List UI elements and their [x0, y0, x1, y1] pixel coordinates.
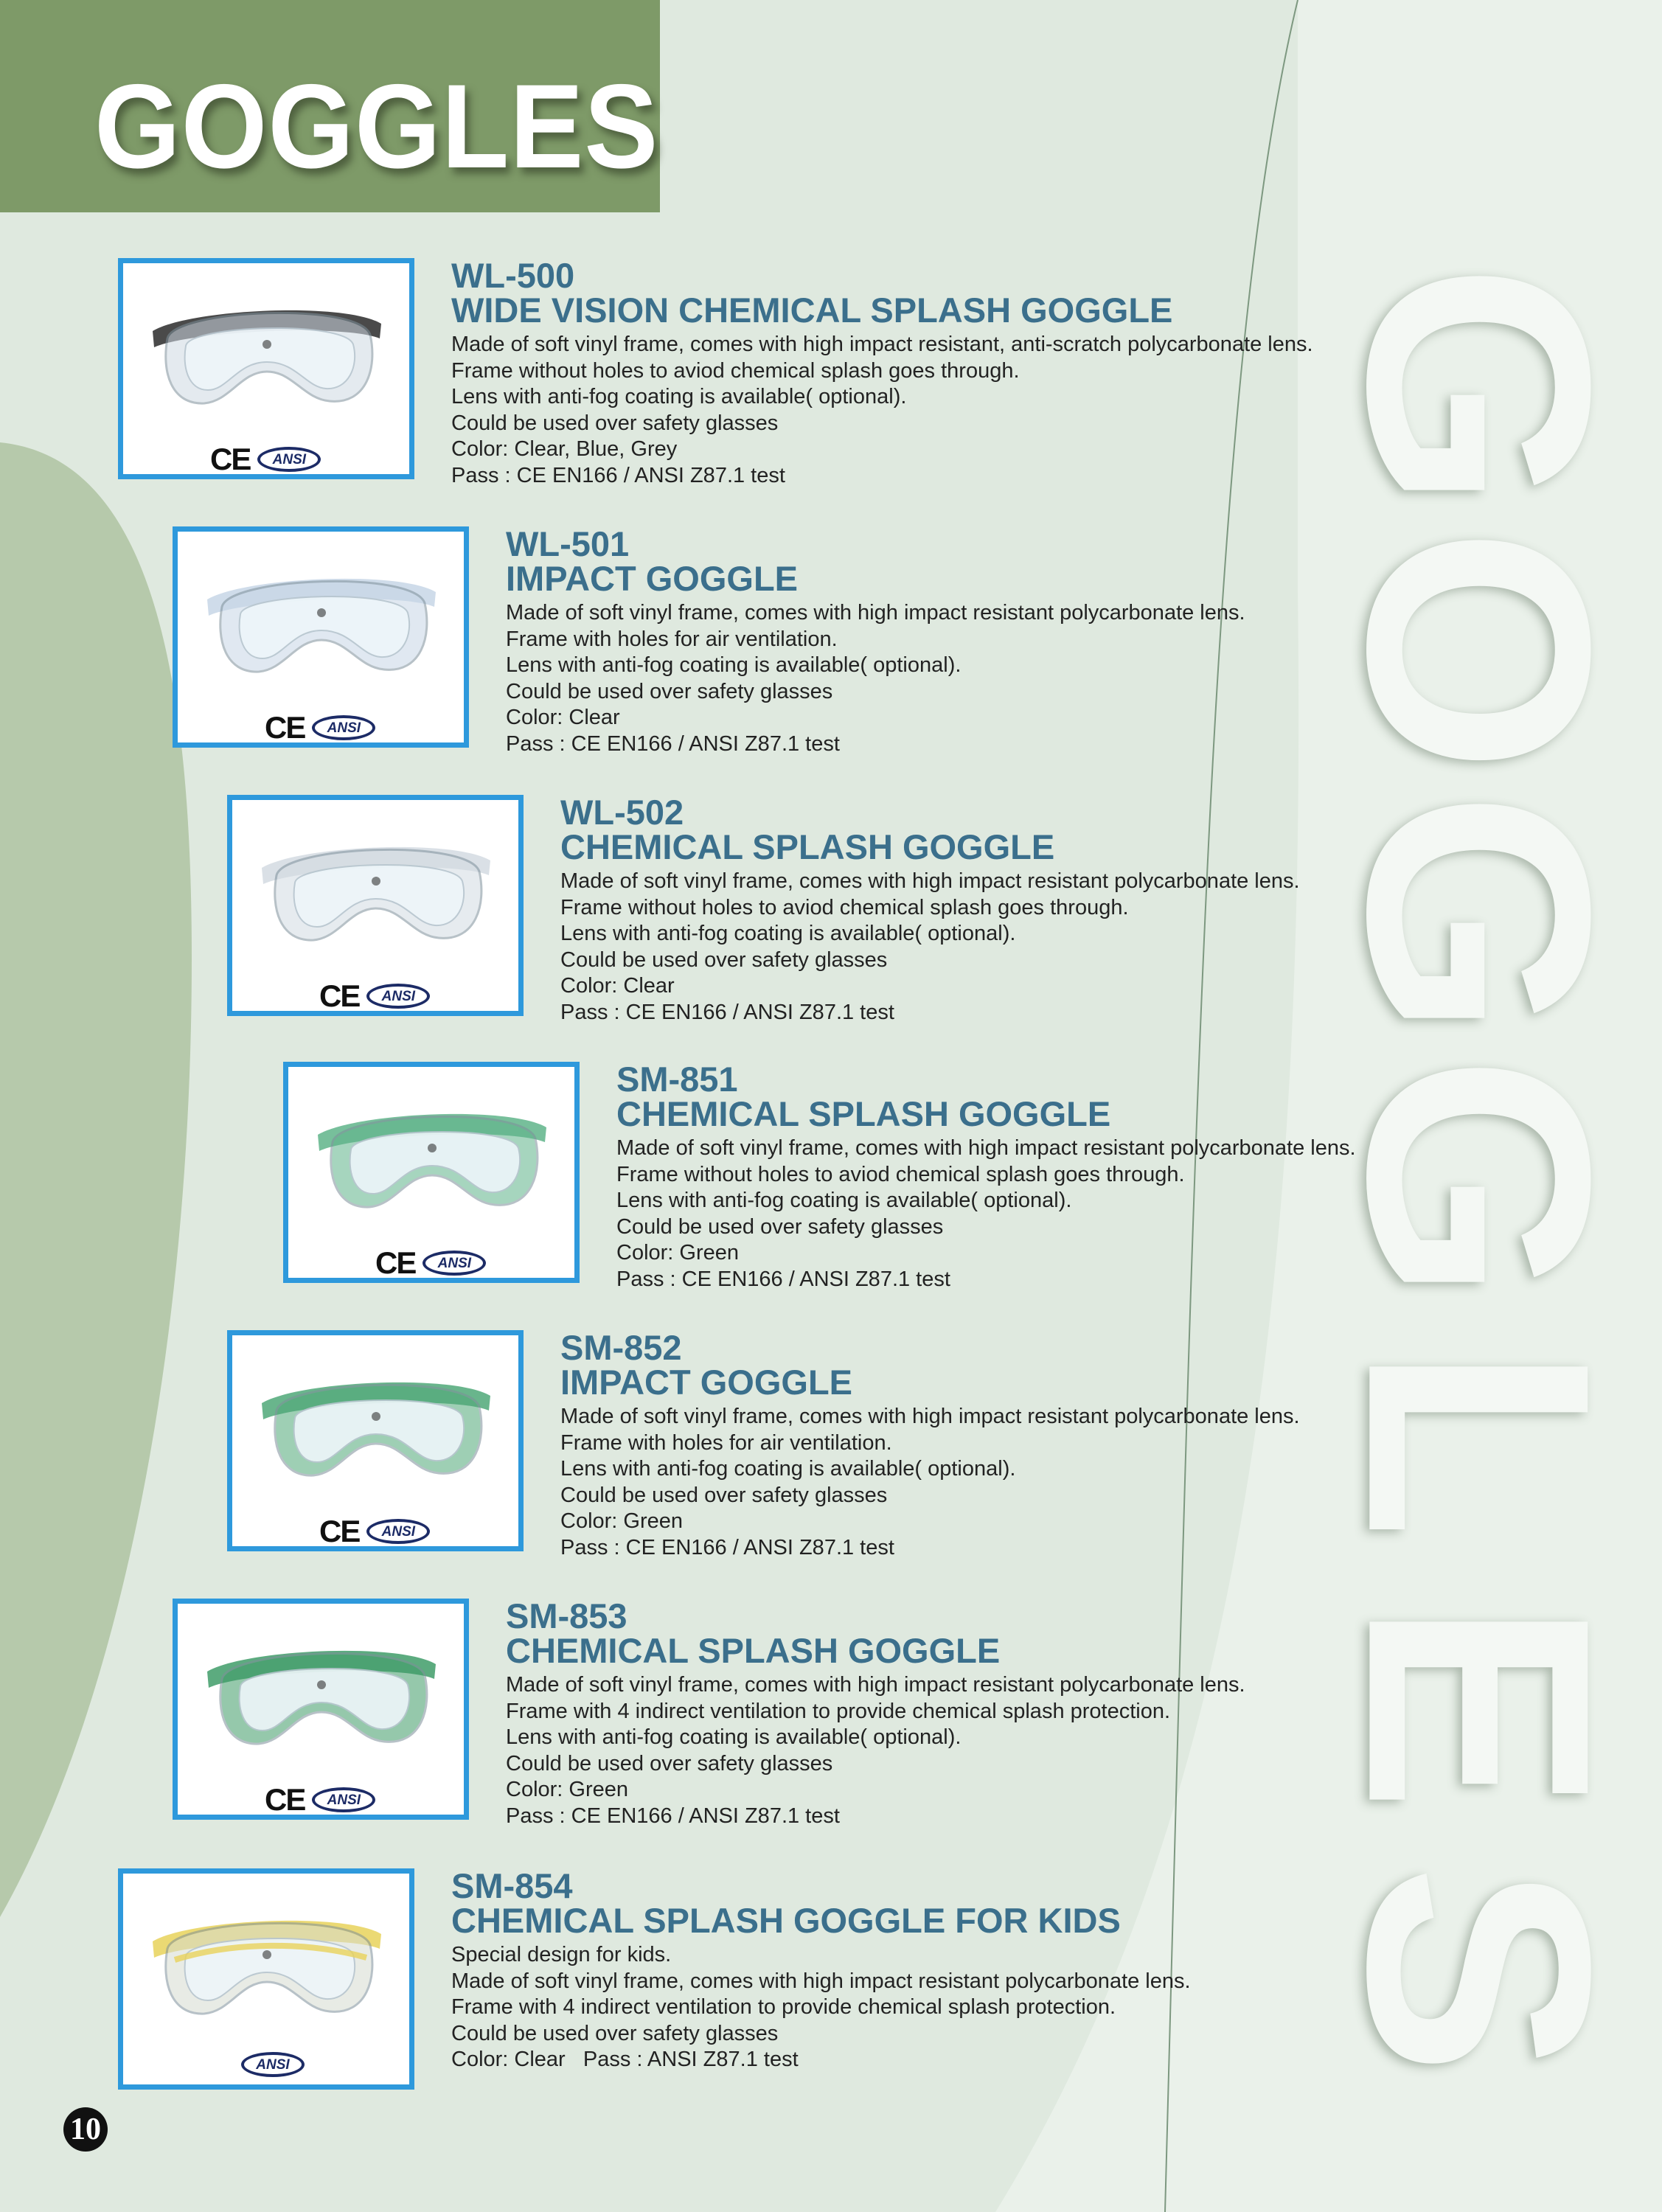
- description-line: Frame without holes to aviod chemical splash goes through.: [451, 358, 1020, 383]
- description-line: Color: Clear: [560, 974, 675, 998]
- product-code: WL-501: [506, 524, 630, 563]
- description-line: Lens with anti-fog coating is available( optional).: [506, 1725, 962, 1749]
- ansi-mark-icon: ANSI: [366, 1519, 430, 1544]
- ce-mark-icon: CE: [375, 1245, 416, 1280]
- product-details: [451, 1868, 1191, 2073]
- goggles-watermark: [1301, 254, 1655, 2102]
- green-impact-goggle-icon: [254, 1352, 498, 1506]
- ansi-mark-icon: ANSI: [257, 447, 321, 472]
- watermark-letter: O: [1301, 526, 1655, 774]
- product-name: CHEMICAL SPLASH GOGGLE FOR KIDS: [451, 1901, 1121, 1940]
- watermark-letter: G: [1301, 1054, 1655, 1302]
- description-line: Could be used over safety glasses: [560, 1483, 888, 1507]
- page-title: GOGGLES: [94, 59, 659, 193]
- description-line: Could be used over safety glasses: [506, 1751, 833, 1775]
- description-line: Frame with 4 indirect ventilation to provide chemical splash protection.: [451, 1995, 1116, 2019]
- product-details: [560, 1330, 1300, 1561]
- watermark-letter: L: [1301, 1345, 1655, 1540]
- product-name: CHEMICAL SPLASH GOGGLE: [616, 1094, 1111, 1133]
- ce-mark-icon: CE: [319, 978, 360, 1013]
- product-description: [506, 600, 1245, 757]
- description-line: Pass : CE EN166 / ANSI Z87.1 test: [506, 731, 840, 756]
- ansi-mark-icon: ANSI: [312, 715, 375, 740]
- description-line: Lens with anti-fog coating is available( optional).: [506, 653, 962, 677]
- watermark-letter: E: [1301, 1600, 1655, 1812]
- product-image-frame: [283, 1062, 580, 1283]
- product-details: [506, 1596, 1245, 1829]
- product-details: [616, 1062, 1356, 1293]
- product-code: SM-853: [506, 1596, 627, 1635]
- description-line: Frame with 4 indirect ventilation to provide chemical splash protection.: [506, 1699, 1171, 1723]
- description-line: Could be used over safety glasses: [451, 2021, 779, 2045]
- product-code: SM-854: [451, 1866, 573, 1905]
- description-line: Lens with anti-fog coating is available( optional).: [560, 1457, 1016, 1481]
- description-line: Could be used over safety glasses: [616, 1214, 944, 1239]
- product-image-frame: [227, 795, 524, 1016]
- description-line: Pass : CE EN166 / ANSI Z87.1 test: [560, 1535, 894, 1559]
- chemical-splash-goggle-icon: [254, 816, 498, 971]
- description-line: Pass : CE EN166 / ANSI Z87.1 test: [616, 1267, 950, 1291]
- product-image-frame: [118, 258, 414, 479]
- product-description: [451, 332, 1313, 489]
- wide-vision-goggle-icon: [145, 279, 389, 434]
- page-number: 10: [63, 2107, 108, 2152]
- description-line: Made of soft vinyl frame, comes with high impact resistant polycarbonate lens.: [451, 1969, 1191, 1993]
- description-line: Could be used over safety glasses: [560, 947, 888, 972]
- ansi-mark-icon: ANSI: [241, 2052, 305, 2077]
- description-line: Pass : CE EN166 / ANSI Z87.1 test: [560, 1000, 894, 1024]
- description-line: Color: Green: [506, 1778, 629, 1801]
- certification-marks: [319, 1514, 430, 1549]
- green-indirect-vent-goggle-icon: [200, 1620, 443, 1775]
- description-line: Frame with holes for air ventilation.: [506, 627, 838, 651]
- description-line: Lens with anti-fog coating is available( optional).: [616, 1189, 1072, 1212]
- green-chemical-splash-goggle-icon: [310, 1083, 554, 1238]
- product-image-frame: [118, 1868, 414, 2090]
- description-line: Frame without holes to aviod chemical splash goes through.: [616, 1162, 1185, 1186]
- product-image-frame: [173, 1599, 469, 1820]
- watermark-letter: G: [1301, 790, 1655, 1038]
- description-line: Frame without holes to aviod chemical splash goes through.: [560, 895, 1129, 919]
- description-line: Made of soft vinyl frame, comes with high impact resistant polycarbonate lens.: [560, 1405, 1300, 1428]
- product-code: SM-851: [616, 1060, 738, 1099]
- impact-goggle-icon: [200, 548, 443, 703]
- product-code: WL-500: [451, 256, 575, 295]
- description-line: Made of soft vinyl frame, comes with high impact resistant polycarbonate lens.: [506, 601, 1245, 625]
- description-line: Lens with anti-fog coating is available( optional).: [560, 922, 1016, 945]
- ce-mark-icon: CE: [265, 710, 305, 745]
- product-image-frame: [173, 526, 469, 748]
- ansi-mark-icon: ANSI: [423, 1251, 486, 1276]
- description-line: Special design for kids.: [451, 1943, 672, 1966]
- ansi-mark-icon: ANSI: [366, 984, 430, 1009]
- description-line: Pass : CE EN166 / ANSI Z87.1 test: [451, 463, 785, 487]
- product-code: WL-502: [560, 793, 684, 832]
- product-name: CHEMICAL SPLASH GOGGLE: [560, 827, 1055, 866]
- description-line: Color: Clear Pass : ANSI Z87.1 test: [451, 2048, 799, 2071]
- kids-chemical-splash-goggle-icon: [145, 1890, 389, 2045]
- description-line: Could be used over safety glasses: [451, 411, 779, 435]
- certification-marks: [319, 978, 430, 1014]
- description-line: Could be used over safety glasses: [506, 679, 833, 703]
- description-line: Made of soft vinyl frame, comes with high impact resistant, anti-scratch polycarbonate lens.: [451, 333, 1313, 356]
- product-name: IMPACT GOGGLE: [560, 1363, 853, 1402]
- certification-marks: [265, 710, 375, 745]
- product-description: [560, 869, 1300, 1026]
- ansi-mark-icon: ANSI: [312, 1787, 375, 1812]
- certification-marks: [210, 442, 321, 477]
- ce-mark-icon: CE: [319, 1514, 360, 1548]
- product-name: CHEMICAL SPLASH GOGGLE: [506, 1631, 1001, 1670]
- description-line: Frame with holes for air ventilation.: [560, 1430, 892, 1455]
- description-line: Lens with anti-fog coating is available( optional).: [451, 385, 907, 408]
- product-name: IMPACT GOGGLE: [506, 559, 799, 598]
- product-details: [451, 258, 1313, 489]
- product-details: [506, 526, 1245, 757]
- watermark-letter: S: [1301, 1864, 1655, 2076]
- description-line: Made of soft vinyl frame, comes with high impact resistant polycarbonate lens.: [616, 1136, 1356, 1160]
- product-description: [560, 1404, 1300, 1561]
- watermark-letter: G: [1301, 262, 1655, 510]
- ce-mark-icon: CE: [210, 442, 251, 476]
- description-line: Pass : CE EN166 / ANSI Z87.1 test: [506, 1804, 840, 1828]
- product-description: [506, 1672, 1245, 1829]
- product-description: [451, 1942, 1191, 2073]
- certification-marks: [375, 1245, 486, 1281]
- description-line: Made of soft vinyl frame, comes with high impact resistant polycarbonate lens.: [560, 869, 1300, 893]
- product-image-frame: [227, 1330, 524, 1551]
- product-description: [616, 1135, 1356, 1293]
- description-line: Color: Green: [616, 1241, 740, 1265]
- description-line: Color: Green: [560, 1509, 684, 1533]
- product-name: WIDE VISION CHEMICAL SPLASH GOGGLE: [451, 291, 1173, 330]
- certification-marks: [241, 2052, 305, 2077]
- product-details: [560, 795, 1300, 1026]
- certification-marks: [265, 1782, 375, 1818]
- product-code: SM-852: [560, 1328, 682, 1367]
- description-line: Made of soft vinyl frame, comes with high impact resistant polycarbonate lens.: [506, 1673, 1245, 1697]
- ce-mark-icon: CE: [265, 1782, 305, 1817]
- description-line: Color: Clear: [506, 706, 620, 729]
- description-line: Color: Clear, Blue, Grey: [451, 437, 678, 461]
